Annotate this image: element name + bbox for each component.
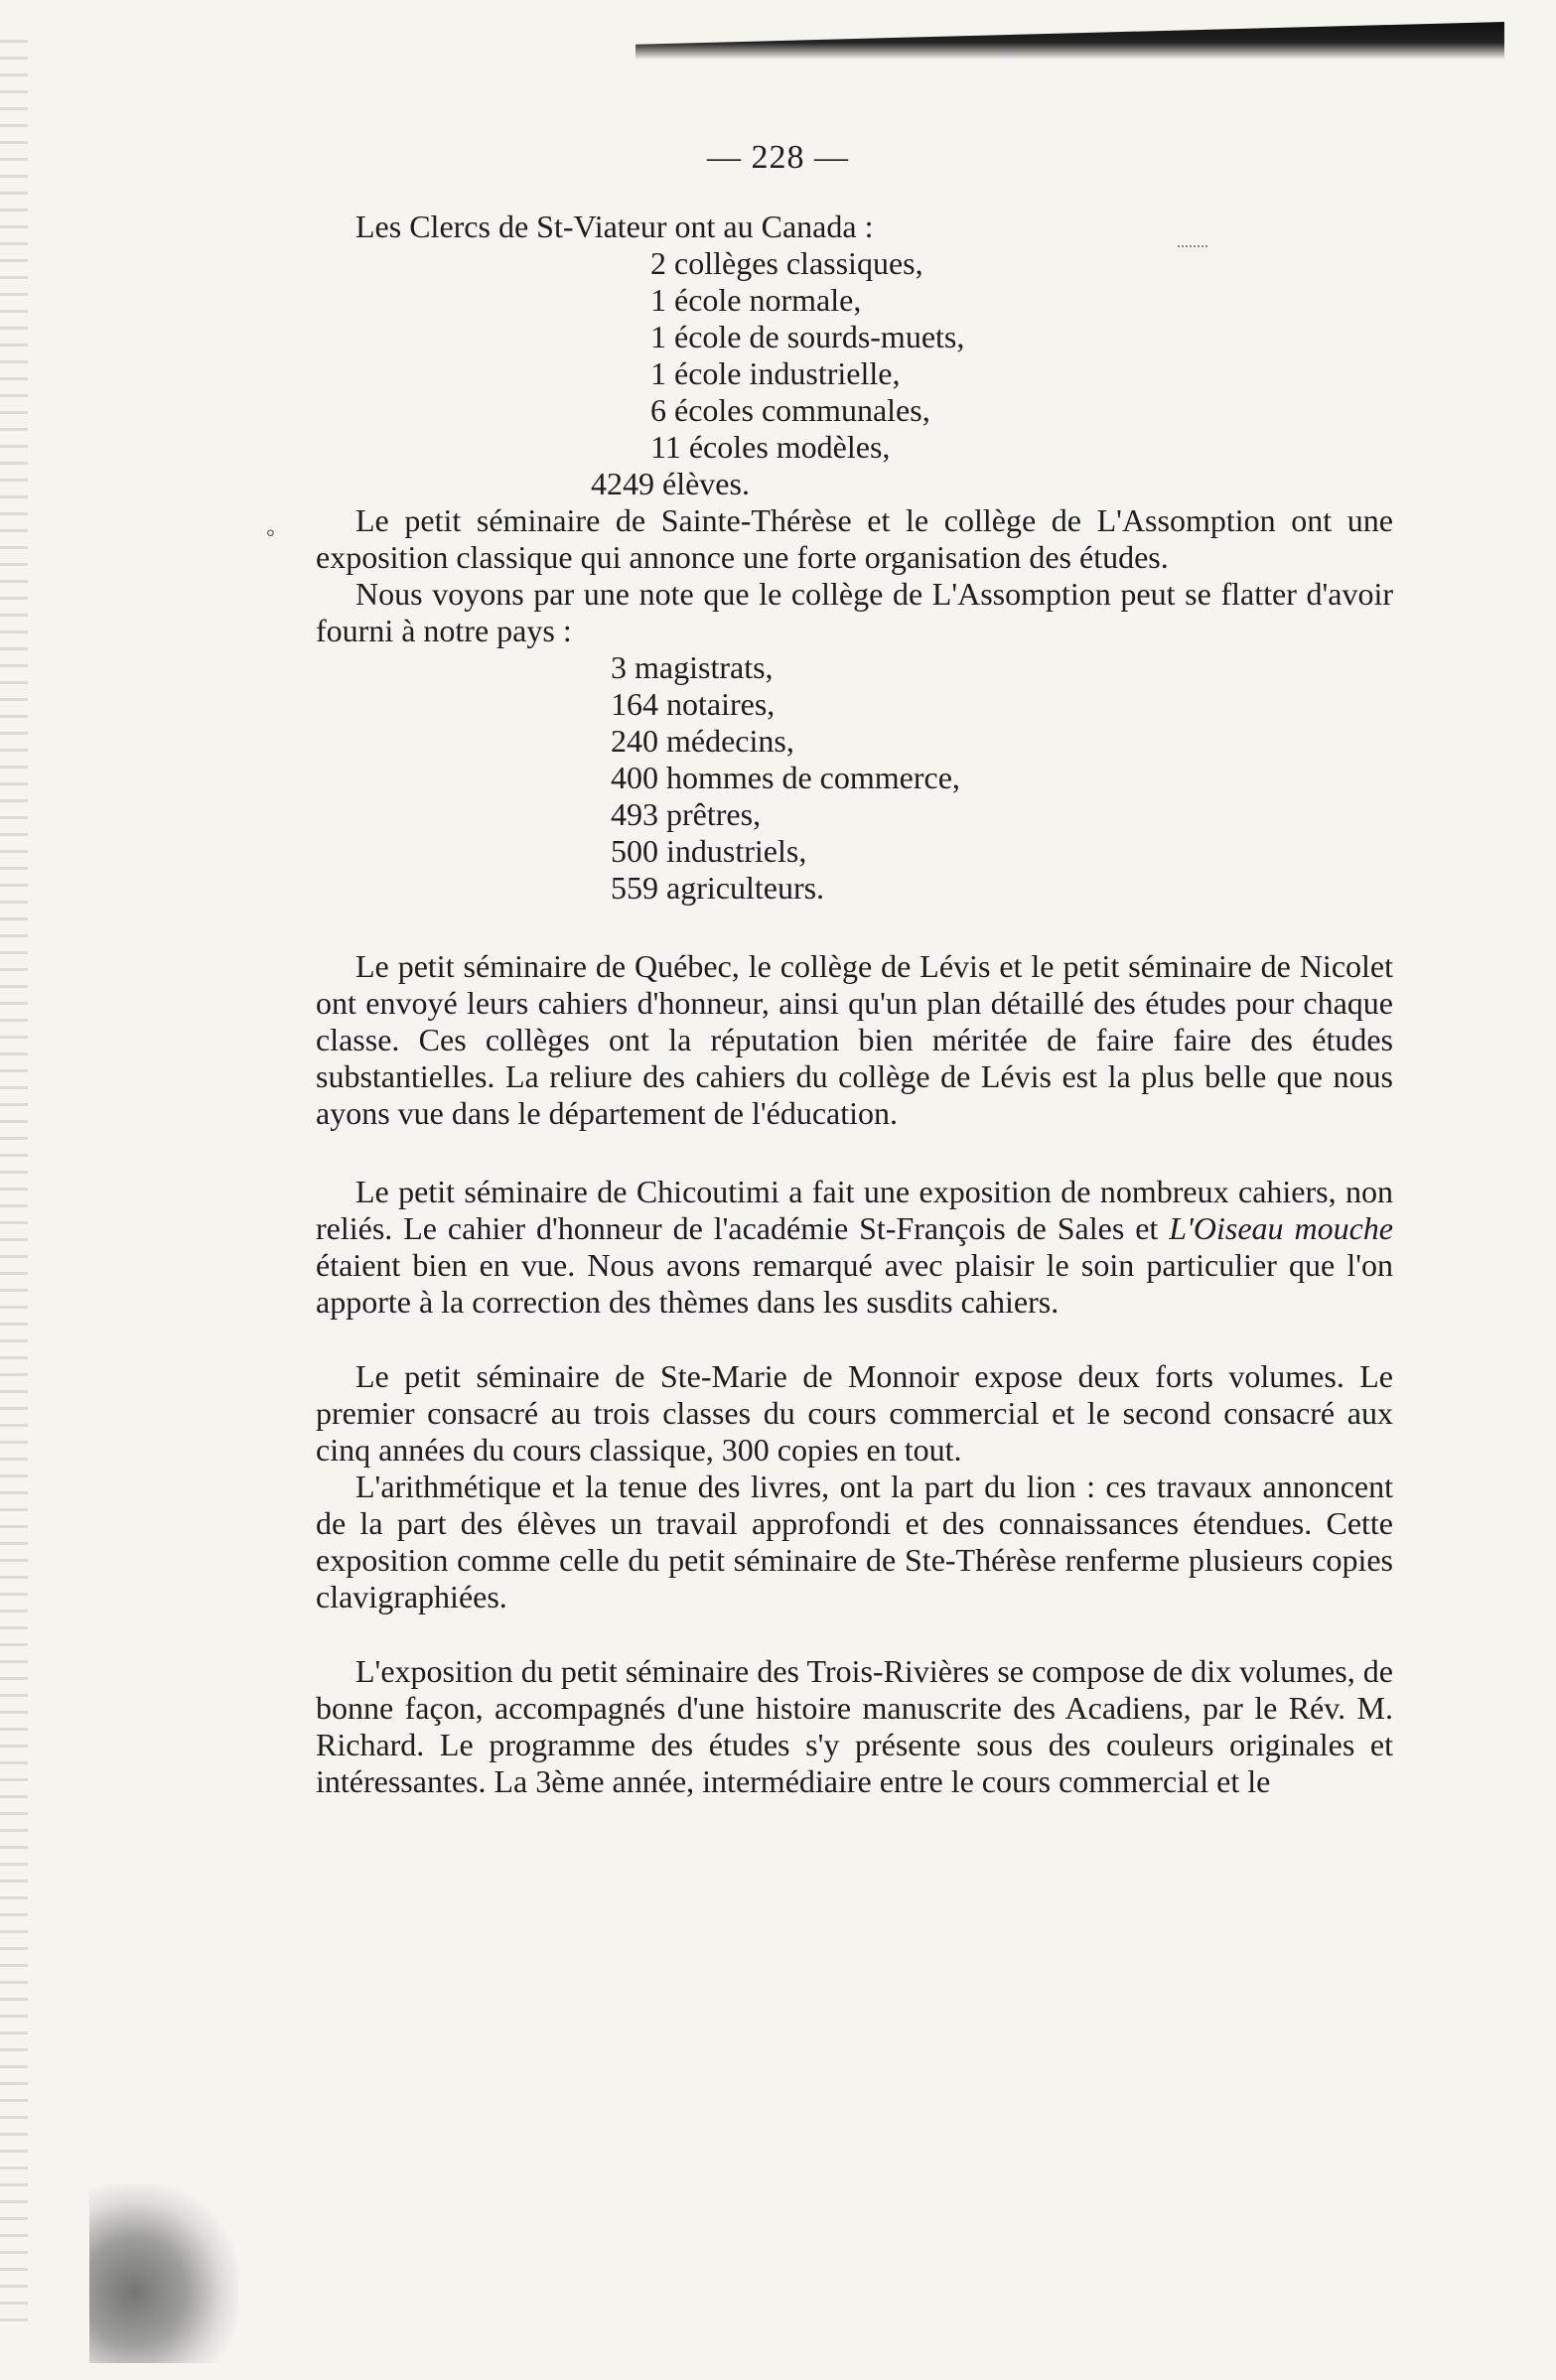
list-item: 493 prêtres, xyxy=(611,796,762,832)
list-item: 6 écoles communales, xyxy=(650,392,930,428)
margin-dot: ° xyxy=(266,524,275,549)
list-item: 1 école industrielle, xyxy=(650,355,901,391)
journal-title: L'Oiseau mouche xyxy=(1169,1210,1393,1246)
list-item: 1 école normale, xyxy=(650,282,862,318)
body-text xyxy=(316,209,1393,1800)
scan-edge-bar xyxy=(636,22,1504,60)
list-item: 240 médecins, xyxy=(611,723,794,759)
paragraph-arithmetique: L'arithmétique et la tenue des livres, ont la part du lion : ces travaux annoncent de la part des élèves un travail approfondi et des connaissances étendues. Cette exposition comme celle du petit séminaire de Ste-Thérèse renferme plusieurs copies clavigraphiées. xyxy=(316,1469,1393,1614)
list-item: 3 magistrats, xyxy=(611,649,774,685)
list-item: 1 école de sourds-muets, xyxy=(650,319,965,354)
paragraph-quebec: Le petit séminaire de Québec, le collège de Lévis et le petit séminaire de Nicolet ont envoyé leurs cahiers d'honneur, ainsi qu'un plan détaillé des études pour chaque classe. Ces collèges ont la réputation bien méritée de faire faire des études substantielles. La reliure des cahiers du collège de Lévis est la plus belle que nous ayons vue dans le département de l'éducation. xyxy=(316,948,1393,1131)
clercs-list xyxy=(316,245,1393,502)
paragraph-chicoutimi xyxy=(316,1174,1393,1321)
list-item: 500 industriels, xyxy=(611,833,807,869)
stray-mark: ........ xyxy=(1177,234,1208,251)
list-item: 559 agriculteurs. xyxy=(611,870,825,906)
paragraph-trois-rivieres: L'exposition du petit séminaire des Trois-Rivières se compose de dix volumes, de bonne façon, accompagnés d'une histoire manuscrite des Acadiens, par le Rév. M. Richard. Le programme des études s'y présente sous des couleurs originales et intéressantes. La 3ème année, intermédiaire entre le cours commercial et le xyxy=(316,1653,1393,1799)
text-run: Le petit séminaire de Chicoutimi a fait une exposition de nombreux cahiers, non reliés. Le cahier d'honneur de l'académie St-François de Sales et xyxy=(316,1174,1393,1246)
list-item: 4249 élèves. xyxy=(591,466,750,501)
paragraph-monnoir: Le petit séminaire de Ste-Marie de Monnoir expose deux forts volumes. Le premier consacré au trois classes du cours commercial et le second consacré aux cinq années du cours classique, 300 copies en tout. xyxy=(316,1358,1393,1468)
text-run: étaient bien en vue. Nous avons remarqué avec plaisir le soin particulier que l'on apporte à la correction des thèmes dans les susdits cahiers. xyxy=(316,1247,1393,1320)
scan-smudge xyxy=(89,2184,238,2363)
paragraph-assomption: Nous voyons par une note que le collège de L'Assomption peut se flatter d'avoir fourni à notre pays : xyxy=(316,576,1393,648)
list-item: 2 collèges classiques, xyxy=(650,245,923,281)
list-item: 400 hommes de commerce, xyxy=(611,760,960,795)
intro-line: Les Clercs de St-Viateur ont au Canada : xyxy=(355,209,874,244)
binding-edge xyxy=(0,40,28,2323)
list-item: 164 notaires, xyxy=(611,686,776,722)
assomption-list xyxy=(316,649,1393,907)
list-item: 11 écoles modèles, xyxy=(650,429,891,465)
page-number: — 228 — xyxy=(707,139,849,176)
paragraph-therese: Le petit séminaire de Sainte-Thérèse et le collège de L'Assomption ont une exposition classique qui annonce une forte organisation des études. xyxy=(316,502,1393,575)
